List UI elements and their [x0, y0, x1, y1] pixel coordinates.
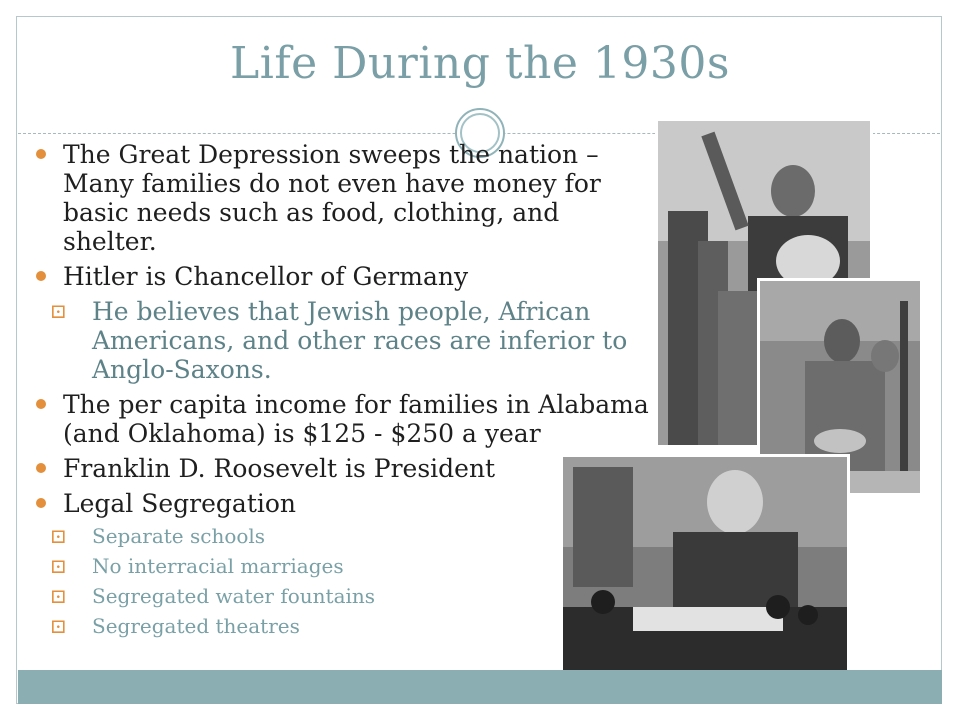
bullet-fdr-president [36, 454, 656, 483]
sub-bullet-icon: ⊡ [50, 299, 67, 323]
bullet-text: Legal Segregation [63, 489, 297, 518]
slide-body [36, 140, 656, 644]
sub-bullet-text: No interracial marriages [92, 554, 344, 578]
sub-bullet-icon: ⊡ [50, 524, 67, 548]
bullet-dot-icon [36, 149, 46, 159]
bullet-great-depression [36, 140, 656, 256]
bullet-text: Franklin D. Roosevelt is President [63, 454, 496, 483]
bullet-text: Hitler is Chancellor of Germany [63, 262, 469, 291]
sub-bullet-separate-schools [36, 524, 656, 548]
sub-bullet-text: Separate schools [92, 524, 266, 548]
sub-bullet-icon: ⊡ [50, 584, 67, 608]
bullet-dot-icon [36, 498, 46, 508]
sub-bullet-text: He believes that Jewish people, African Americans, and other races are inferior to Anglo-Saxons. [92, 297, 628, 384]
sub-bullet-theatres [36, 614, 656, 638]
bullet-per-capita-income [36, 390, 656, 448]
bullet-dot-icon [36, 271, 46, 281]
sub-bullet-water-fountains [36, 584, 656, 608]
bullet-dot-icon [36, 399, 46, 409]
sub-bullet-text: Segregated water fountains [92, 584, 376, 608]
sub-bullet-no-interracial-marriages [36, 554, 656, 578]
footer-accent-bar [18, 670, 942, 704]
sub-bullet-icon: ⊡ [50, 614, 67, 638]
sub-bullet-text: Segregated theatres [92, 614, 300, 638]
bullet-text: The per capita income for families in Alabama (and Oklahoma) is $125 - $250 a year [63, 390, 649, 448]
sub-bullet-hitler-beliefs [36, 297, 656, 384]
sub-bullet-icon: ⊡ [50, 554, 67, 578]
bullet-legal-segregation [36, 489, 656, 518]
bullet-text: The Great Depression sweeps the nation – Many families do not even have money for basic needs such as food, clothing, and shelter. [63, 140, 601, 256]
bullet-dot-icon [36, 463, 46, 473]
slide-title: Life During the 1930s [230, 38, 730, 89]
bullet-hitler-chancellor [36, 262, 656, 291]
